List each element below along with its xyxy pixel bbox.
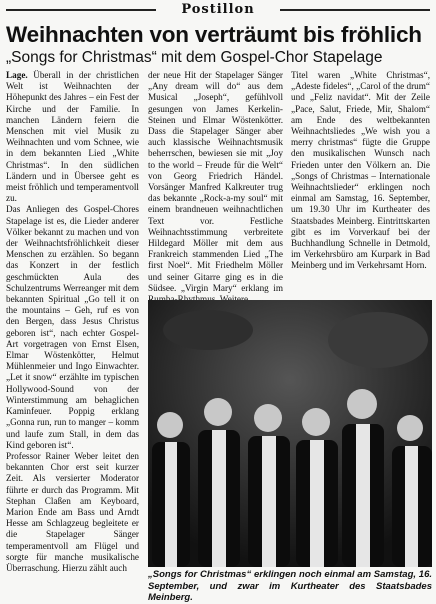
paragraph-3: Professor Rainer Weber leitet den bekannten Chor erst seit kurzer Zeit. Als versierter Moderator führte er durch das Programm. Mit Stephan Claßen am Keyboard, Marion Ende am Bass und Arndt Hesse am Schlagzeug begleitete er die Stapelager Sänger temperamentvoll am Flügel und sorgte für manche musikalische Überraschung. Hierzu zählt auch [6, 450, 139, 573]
choir-photo-illustration [148, 300, 432, 567]
subheadline: „Songs for Christmas“ mit dem Gospel-Chor Stapelage [6, 49, 383, 66]
paragraph-5: Titel waren „White Christmas“, „Adeste fideles“, „Carol of the drum“ und „Feliz navidat“. Mit der Zeile „Pace, Salut, Friede, Mir, Shalom“ am Ende des weltbekannten Weihnachtsliedes „We wish you a merry christmas“ fügte die Gruppe den musikalischen Wunsch nach Frieden unter den Völkern an. Die „Songs of Christmas – Internationale Weihnachtslieder“ erklingen noch einmal am Samstag, 16. September, um 19.30 Uhr im Kurtheater des Staatsbades Meinberg. Eintrittskarten gibt es im Vorverkauf bei der Buchhandlung Schnelle in Detmold, im Verkehrsbüro am Kurpark in Bad Meinberg und im Verkehrsamt Horn. [291, 70, 430, 271]
article-column-1 [6, 70, 139, 598]
paragraph-2: Das Anliegen des Gospel-Chores Stapelage ist es, die Lieder anderer Völker bekannt zu machen und von der Weihnachtsfröhlichkeit dieser Menschen zu erzählen. So begann das Konzert in der festlich geschmückten Aula des Schulzentrums Werreanger mit dem bekannten Spiritual „Go tell it on the mountains – Geh, ruf es von den Bergen, dass Jesus Christus geboren ist“, nach echter Gospel-Art vorgetragen von Ernst Elsen, Elmar Wöstenkötter, Helmut Mühlenmeier und Ingo Einwachter. „Let it snow“ erzählte im typischen Hollywood-Sound von der Winterstimmung am behaglichen Kaminfeuer. Poppig erklang „Gonna run, run to manger – komm und laufe zum Stall, in dem das Kind geboren ist“. [6, 204, 139, 450]
photo-caption: „Songs for Christmas“ erklingen noch einmal am Samstag, 16. September, und zwar im Kurtheater des Staatsbades Meinberg. [148, 569, 432, 603]
headline: Weihnachten von verträumt bis fröhlich [6, 22, 422, 47]
dateline: Lage. [6, 70, 28, 80]
masthead-title: Postillon [181, 2, 255, 17]
article-column-3 [291, 70, 430, 295]
paragraph-1 [6, 70, 139, 204]
paragraph-4: der neue Hit der Stapelager Sänger „Any dream will do“ aus dem Musical „Joseph“, gefühlvoll gesungen von James Kerkelin-Steinen und Elmar Wöstenkötter. Dass die Stapelager Sänger aber auch klassische Weihnachtsmusik beherrschen, bewiesen sie mit „Joy to the world – Freude für die Welt“ von Georg Friedrich Händel. Vorsänger Manfred Kalkreuter trug das bekannte „Rock-a-my soul“ mit einem brandneuen weihnachtlichen Text vor. Festliche Weihnachtsstimmung verbreitete Hildegard Möller mit dem aus Frankreich stammenden Lied „The first Noel“. Mit Friedhelm Möller und seiner Gitarre ging es in die Südsee. „Virgin Mary“ erklang im [148, 70, 283, 293]
masthead [0, 2, 436, 18]
masthead-rule-left [6, 9, 156, 11]
paragraph-1-text: Überall in der christlichen Welt ist Weihnachten der Höhepunkt des Jahres – ein Fest der Kirche und der Familie. In manchen Ländern feiern die Menschen mit viel Musik zu Weihnachten und vom Schnee, wie in dem bekannten Lied „White Christmas“. In den südlichen Ländern und in Übersee geht es meist fröhlich und temperamentvoll zu. [6, 70, 139, 204]
choir-photo [148, 300, 432, 567]
masthead-rule-right [280, 9, 430, 11]
